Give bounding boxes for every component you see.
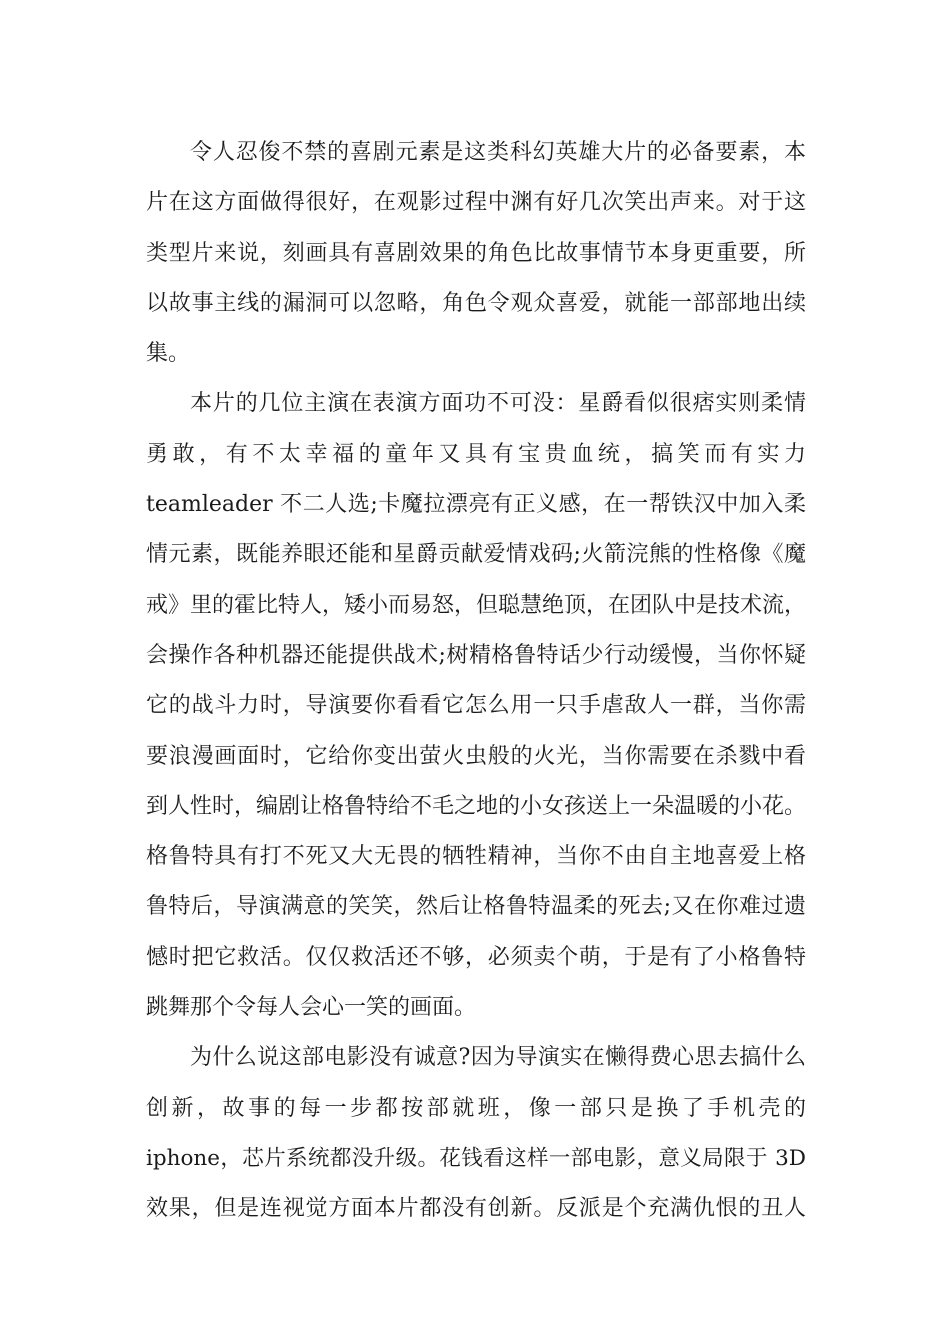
paragraph-2-line-3: teamleader 不二人选;卡魔拉漂亮有正义感，在一帮铁汉中加入柔 [146,492,806,518]
paragraph-1-line-3: 类型片来说，刻画具有喜剧效果的角色比故事情节本身更重要，所 [146,240,806,266]
paragraph-2-line-8: 要浪漫画面时，它给你变出萤火虫般的火光，当你需要在杀戮中看 [146,743,806,769]
paragraph-2-line-9: 到人性时，编剧让格鲁特给不毛之地的小女孩送上一朵温暖的小花。 [146,793,807,819]
paragraph-2-line-6: 会操作各种机器还能提供战术;树精格鲁特话少行动缓慢，当你怀疑 [146,642,806,668]
paragraph-2-line-7: 它的战斗力时，导演要你看看它怎么用一只手虐敌人一群，当你需 [146,693,806,719]
paragraph-3-line-3: iphone，芯片系统都没升级。花钱看这样一部电影，意义局限于 3D [146,1145,806,1171]
paragraph-1-line-2: 片在这方面做得很好，在观影过程中渊有好几次笑出声来。对于这 [146,190,806,216]
paragraph-2-line-4: 情元素，既能养眼还能和星爵贡献爱情戏码;火箭浣熊的性格像《魔 [146,542,806,568]
paragraph-2-line-12: 憾时把它救活。仅仅救活还不够，必须卖个萌，于是有了小格鲁特 [146,944,806,970]
paragraph-1-line-5: 集。 [146,341,191,367]
paragraph-2-line-2: 勇敢，有不太幸福的童年又具有宝贵血统，搞笑而有实力 [146,441,806,467]
document-body [146,128,806,1235]
paragraph-2-line-13: 跳舞那个令每人会心一笑的画面。 [146,995,477,1021]
paragraph-3-line-2: 创新，故事的每一步都按部就班，像一部只是换了手机壳的 [146,1095,806,1121]
paragraph-2-line-1: 本片的几位主演在表演方面功不可没：星爵看似很痞实则柔情 [190,391,806,417]
paragraph-1-line-4: 以故事主线的漏洞可以忽略，角色令观众喜爱，就能一部部地出续 [146,290,806,316]
paragraph-2-line-5: 戒》里的霍比特人，矮小而易怒，但聪慧绝顶，在团队中是技术流， [146,592,807,618]
paragraph-3-line-4: 效果，但是连视觉方面本片都没有创新。反派是个充满仇恨的丑人 [146,1196,806,1222]
paragraph-1-line-1: 令人忍俊不禁的喜剧元素是这类科幻英雄大片的必备要素，本 [190,140,806,165]
paragraph-2-line-10: 格鲁特具有打不死又大无畏的牺牲精神，当你不由自主地喜爱上格 [146,844,806,870]
paragraph-3-line-1: 为什么说这部电影没有诚意?因为导演实在懒得费心思去搞什么 [190,1045,806,1071]
paragraph-2-line-11: 鲁特后，导演满意的笑笑，然后让格鲁特温柔的死去;又在你难过遗 [146,894,806,920]
